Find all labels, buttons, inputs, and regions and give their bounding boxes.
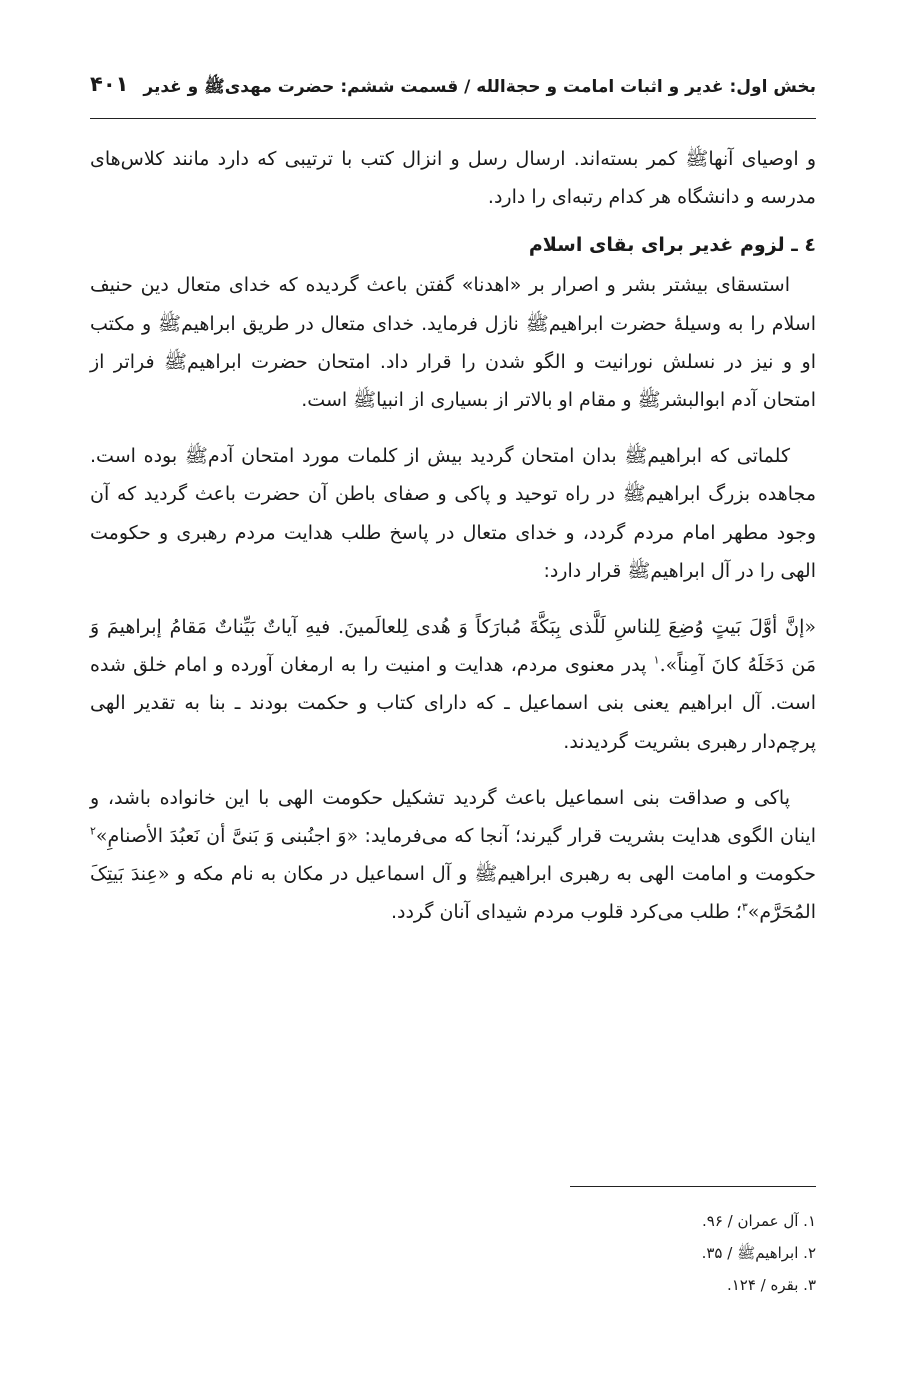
- paragraph-4-text: پدر معنوی مردم، هدایت و امنیت را به ارمغان آورده و امام خلق شده است. آل ابراهیم یعنی بنی اسماعیل ـ که دارای کتاب و حکمت بودند ـ بنا به تقدیر الهی پرچم‌دار رهبری بشریت گردیدند.: [90, 654, 816, 753]
- quran-quote: «إنَّ أوَّلَ بَیتٍ وُضِعَ لِلناسِ لَلَّذی بِبَکَّةَ مُبارَکاً وَ هُدی لِلعالَمینَ. فیهِ آیاتٌ بَیِّناتٌ مَقامُ إبراهیمَ وَ مَن دَخَلَهُ کانَ آمِناً».: [90, 616, 817, 677]
- footnote-ref[interactable]: ٢: [90, 824, 96, 838]
- quran-quote: «وَ اجنُبنی وَ بَنیَّ أن نَعبُدَ الأصنامِ»: [95, 825, 359, 848]
- footnote-3: ۳. بقره / ۱۲۴.: [726, 1276, 816, 1294]
- paragraph-gap: [90, 761, 816, 779]
- page-header: [90, 70, 816, 110]
- footnotes: [416, 1205, 816, 1301]
- paragraph-4: [90, 608, 816, 761]
- footnote-2: ۲. ابراهیمﷺ / ۳۵.: [701, 1244, 816, 1262]
- paragraph-5: [90, 779, 816, 932]
- paragraph-2: استسقای بیشتر بشر و اصرار بر «اهدنا» گفتن باعث گردیده که خدای متعال دین حنیف اسلام را به وسیلهٔ حضرت ابراهیمﷺ نازل فرماید. خدای متعال در طریق ابراهیمﷺ و مکتب او و نیز در نسلش نورانیت و الگو شدن را قرار داد. امتحان حضرت ابراهیمﷺ فراتر از امتحان آدم ابوالبشرﷺ و مقام او بالاتر از بسیاری از انبیاﷺ است.: [90, 274, 816, 412]
- footnote-ref[interactable]: ١: [653, 653, 660, 667]
- footnote-ref[interactable]: ٣: [741, 901, 748, 915]
- paragraph-5-text-b: حکومت و امامت الهی به رهبری ابراهیمﷺ و آل اسماعیل در مکان به نام مکه و: [169, 863, 817, 886]
- header-rule: [90, 118, 816, 119]
- paragraph-gap: [90, 419, 816, 437]
- quran-quote: «عِندَ بَیتِکَ المُحَرَّم»: [90, 863, 816, 924]
- page-number: ۴۰۱: [90, 72, 129, 96]
- paragraph-3: کلماتی که ابراهیمﷺ بدان امتحان گردید بیش از کلمات مورد امتحان آدمﷺ بوده است. مجاهده بزرگ ابراهیمﷺ در راه توحید و پاکی و صفای باطن آن حضرت باعث گردید که آن وجود مطهر امام مردم گردد، و خدای متعال در پاسخ طلب هدایت مردم رهبری و حکومت الهی را در آل ابراهیمﷺ قرار دارد:: [90, 445, 816, 582]
- running-title: بخش اول: غدیر و اثبات امامت و حجةالله / قسمت ششم: حضرت مهدیﷺ و غدیر: [143, 77, 816, 97]
- paragraph-5-text-a: پاکی و صداقت بنی اسماعیل باعث گردید تشکیل حکومت الهی با این خانواده باشد، و اینان الگوی هدایت بشریت قرار گیرند؛ آنجا که می‌فرماید:: [90, 786, 816, 848]
- footnote-1: ۱. آل عمران / ۹۶.: [701, 1212, 816, 1230]
- paragraph-5-text-c: ؛ طلب می‌کرد قلوب مردم شیدای آنان گردد.: [390, 901, 742, 924]
- paragraph-1: و اوصیای آنهاﷺ کمر بسته‌اند. ارسال رسل و انزال کتب با ترتیبی که دارد مانند کلاس‌های مدرسه و دانشگاه هر کدام رتبه‌ای را دارد.: [90, 148, 816, 209]
- body-text: [90, 140, 816, 932]
- paragraph-gap: [90, 590, 816, 608]
- footnote-rule: [570, 1186, 816, 1187]
- document-page: [90, 0, 816, 1390]
- section-heading: ٤ ـ لزوم غدیر برای بقای اسلام: [528, 234, 816, 257]
